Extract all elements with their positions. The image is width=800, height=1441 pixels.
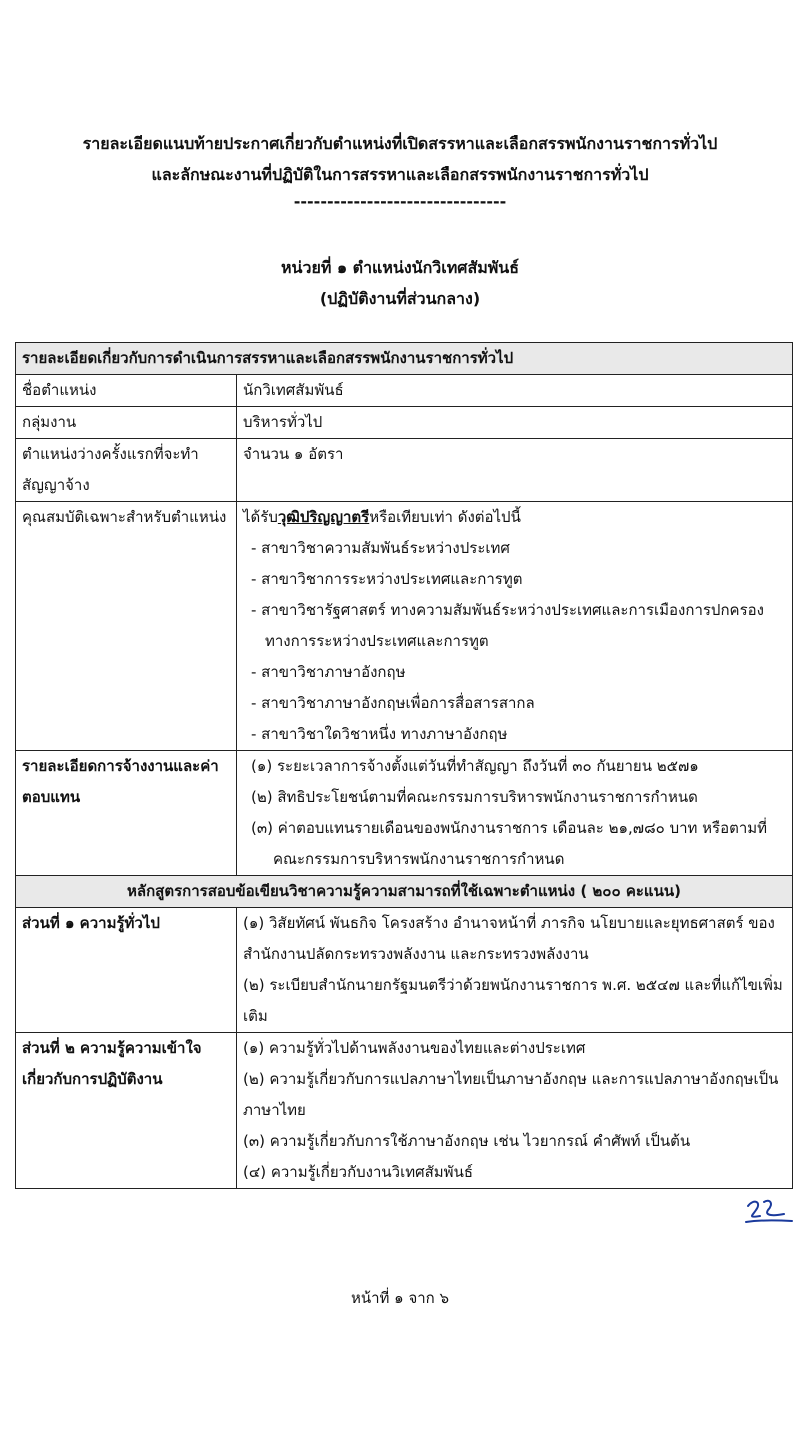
unit-subtitle: (ปฏิบัติงานที่ส่วนกลาง) <box>319 289 481 308</box>
section-row-exam <box>16 876 793 908</box>
group-label: กลุ่มงาน <box>16 407 237 439</box>
table-row <box>16 407 793 439</box>
list-item: (๑) ความรู้ทั่วไปด้านพลังงานของไทยและต่างประเทศ <box>243 1039 586 1057</box>
table-row <box>16 751 793 876</box>
list-item: (๒) ความรู้เกี่ยวกับการแปลภาษาไทยเป็นภาษาอังกฤษ และการแปลภาษาอังกฤษเป็นภาษาไทย <box>243 1070 779 1119</box>
part2-label: ส่วนที่ ๒ ความรู้ความเข้าใจเกี่ยวกับการปฏิบัติงาน <box>16 1033 237 1189</box>
header-line-2: และลักษณะงานที่ปฏิบัติในการสรรหาและเลือกสรรพนักงานราชการทั่วไป <box>151 165 649 184</box>
table-row <box>16 1033 793 1189</box>
unit-title: หน่วยที่ ๑ ตำแหน่งนักวิเทศสัมพันธ์ <box>280 258 519 277</box>
qualification-intro <box>243 502 786 533</box>
section-row-recruitment <box>16 343 793 375</box>
qualification-intro-post: หรือเทียบเท่า ดังต่อไปนี้ <box>369 508 521 526</box>
qualification-value <box>237 502 793 751</box>
page-number: หน้าที่ ๑ จาก ๖ <box>350 1289 450 1307</box>
list-item: (๓) ค่าตอบแทนรายเดือนของพนักงานราชการ เดือนละ ๒๑,๗๘๐ บาท หรือตามที่คณะกรรมการบริหารพนักงานราชการกำหนด <box>251 819 768 868</box>
qualification-degree: วุฒิปริญญาตรี <box>277 508 370 526</box>
position-label: ชื่อตำแหน่ง <box>16 375 237 407</box>
document-header <box>0 128 800 217</box>
employment-value <box>237 751 793 876</box>
header-line-1: รายละเอียดแนบท้ายประกาศเกี่ยวกับตำแหน่งที่เปิดสรรหาและเลือกสรรพนักงานราชการทั่วไป <box>82 134 718 153</box>
vacancy-label: ตำแหน่งว่างครั้งแรกที่จะทำสัญญาจ้าง <box>16 439 237 502</box>
header-divider: -------------------------------- <box>293 192 507 211</box>
list-item: (๓) ความรู้เกี่ยวกับการใช้ภาษาอังกฤษ เช่น ไวยากรณ์ คำศัพท์ เป็นต้น <box>243 1132 691 1150</box>
table-row <box>16 908 793 1033</box>
details-table <box>15 342 793 1189</box>
group-value: บริหารทั่วไป <box>237 407 793 439</box>
list-item: (๑) ระยะเวลาการจ้างตั้งแต่วันที่ทำสัญญา ถึงวันที่ ๓๐ กันยายน ๒๕๗๑ <box>251 757 699 775</box>
list-item: - สาขาวิชาใดวิชาหนึ่ง ทางภาษาอังกฤษ <box>251 725 508 743</box>
table-row <box>16 502 793 751</box>
qualification-label: คุณสมบัติเฉพาะสำหรับตำแหน่ง <box>16 502 237 751</box>
list-item: - สาขาวิชารัฐศาสตร์ ทางความสัมพันธ์ระหว่างประเทศและการเมืองการปกครอง ทางการระหว่างประเทศและการทูต <box>251 601 764 650</box>
part2-value <box>237 1033 793 1189</box>
section-heading-exam: หลักสูตรการสอบข้อเขียนวิชาความรู้ความสามารถที่ใช้เฉพาะตำแหน่ง ( ๒๐๐ คะแนน) <box>16 876 793 908</box>
part1-label: ส่วนที่ ๑ ความรู้ทั่วไป <box>16 908 237 1033</box>
list-item: (๔) ความรู้เกี่ยวกับงานวิเทศสัมพันธ์ <box>243 1163 473 1181</box>
vacancy-value: จำนวน ๑ อัตรา <box>237 439 793 502</box>
signature-mark <box>744 1196 794 1226</box>
qualification-intro-pre: ได้รับ <box>243 508 278 526</box>
list-item: - สาขาวิชาความสัมพันธ์ระหว่างประเทศ <box>251 539 510 557</box>
table-row <box>16 439 793 502</box>
list-item: - สาขาวิชาภาษาอังกฤษเพื่อการสื่อสารสากล <box>251 694 535 712</box>
list-item: (๒) ระเบียบสำนักนายกรัฐมนตรีว่าด้วยพนักงานราชการ พ.ศ. ๒๕๔๗ และที่แก้ไขเพิ่มเติม <box>243 976 783 1025</box>
employment-label: รายละเอียดการจ้างงานและค่าตอบแทน <box>16 751 237 876</box>
list-item: - สาขาวิชาภาษาอังกฤษ <box>251 663 406 681</box>
section-heading-recruitment: รายละเอียดเกี่ยวกับการดำเนินการสรรหาและเลือกสรรพนักงานราชการทั่วไป <box>16 343 793 375</box>
list-item: (๒) สิทธิประโยชน์ตามที่คณะกรรมการบริหารพนักงานราชการกำหนด <box>251 788 698 806</box>
table-row <box>16 375 793 407</box>
part1-value <box>237 908 793 1033</box>
list-item: - สาขาวิชาการระหว่างประเทศและการทูต <box>251 570 523 588</box>
list-item: (๑) วิสัยทัศน์ พันธกิจ โครงสร้าง อำนาจหน้าที่ ภารกิจ นโยบายและยุทธศาสตร์ ของสำนักงานปลัดกระทรวงพลังงาน และกระทรวงพลังงาน <box>243 914 775 963</box>
unit-heading <box>0 252 800 314</box>
position-value: นักวิเทศสัมพันธ์ <box>237 375 793 407</box>
